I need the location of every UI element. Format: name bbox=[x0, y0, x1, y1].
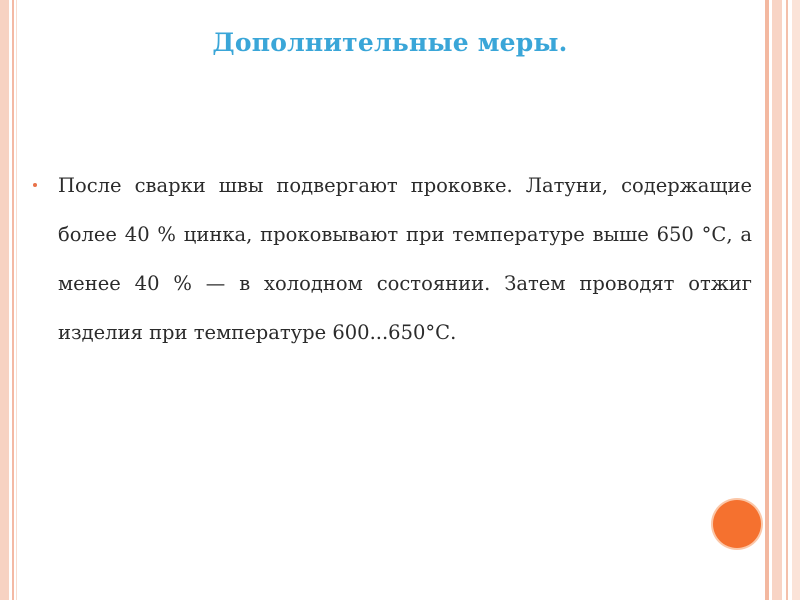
slide-title: Дополнительные меры. bbox=[212, 28, 568, 57]
left-decorative-stripe bbox=[12, 0, 14, 600]
right-decorative-stripe bbox=[772, 0, 782, 600]
decorative-circle-icon bbox=[713, 500, 761, 548]
right-decorative-stripe bbox=[786, 0, 788, 600]
bullet-icon bbox=[33, 183, 37, 187]
left-decorative-stripe bbox=[0, 0, 9, 600]
left-decorative-stripe bbox=[16, 0, 17, 600]
slide-body-text: После сварки швы подвергают проковке. Латуни, содержащие более 40 % цинка, проковывают при температуре выше 650 °С, а менее 40 % — в холодном состоянии. Затем проводят отжиг изделия при температуре 600...650°С. bbox=[58, 174, 752, 344]
right-decorative-stripe bbox=[792, 0, 800, 600]
right-decorative-stripe bbox=[765, 0, 769, 600]
